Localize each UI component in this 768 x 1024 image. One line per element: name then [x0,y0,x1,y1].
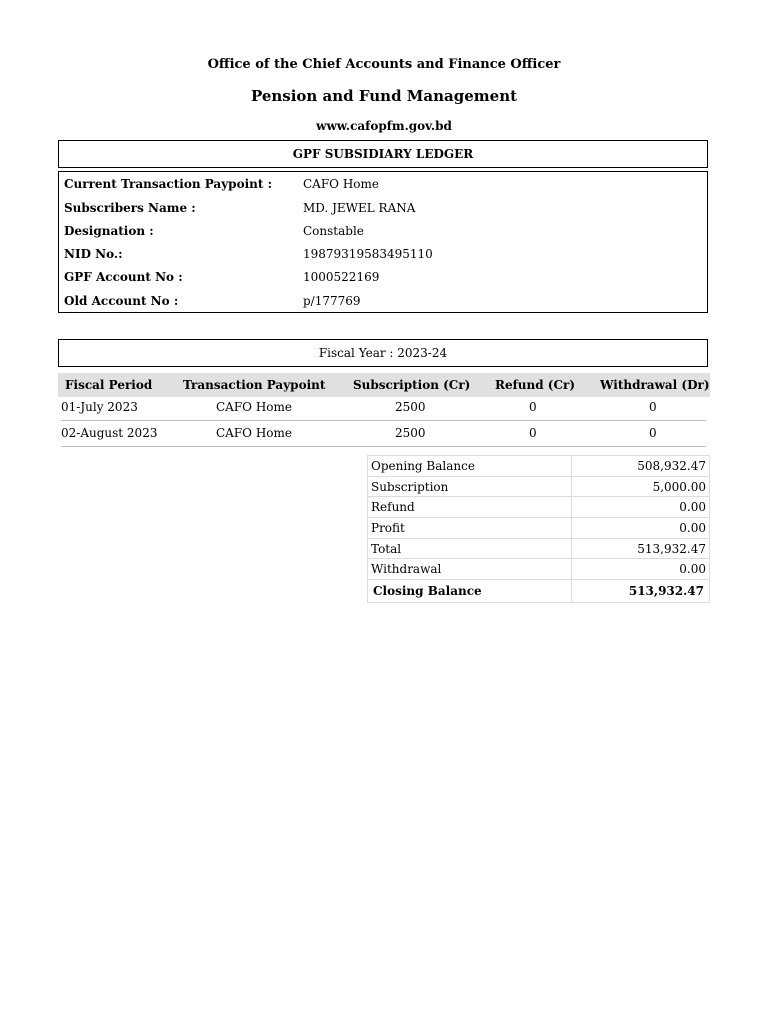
summary-value: 513,932.47 [572,538,710,559]
column-header: Fiscal Period [65,378,153,392]
table-cell: 02-August 2023 [61,426,158,440]
page-title: Pension and Fund Management [250,87,518,105]
info-value: CAFO Home [303,177,379,191]
summary-label: Refund [368,497,572,518]
summary-label: Profit [368,518,572,539]
website-url: www.cafopfm.gov.bd [316,119,452,133]
table-row [58,421,710,445]
table-cell: 01-July 2023 [61,400,138,414]
table-cell: 2500 [395,426,426,440]
summary-value: 0.00 [572,518,710,539]
info-row-designation [59,224,707,244]
table-cell: 0 [529,400,537,414]
subscriber-info [58,171,708,313]
column-header: Subscription (Cr) [353,378,471,392]
column-header: Withdrawal (Dr) [600,378,710,392]
info-row-nid [59,247,707,267]
summary-value: 508,932.47 [572,456,710,477]
summary-row [368,518,710,539]
info-label: Current Transaction Paypoint : [64,177,273,191]
summary-row [368,538,710,559]
info-value: p/177769 [303,293,361,308]
table-cell: CAFO Home [216,426,292,440]
info-row-paypoint [59,177,707,197]
info-row-gpf-account [59,270,707,290]
summary-value: 5,000.00 [572,476,710,497]
column-header: Transaction Paypoint [183,378,326,392]
summary-label: Subscription [368,476,572,497]
summary-label: Opening Balance [368,456,572,477]
summary-row [368,476,710,497]
summary-row [368,456,710,477]
info-value: MD. JEWEL RANA [303,200,416,215]
info-label: Designation : [64,223,154,238]
table-cell: 0 [649,400,657,414]
summary-label: Closing Balance [368,580,572,603]
office-name: Office of the Chief Accounts and Finance Officer [207,57,561,72]
info-value: 19879319583495110 [303,247,433,261]
info-value: Constable [303,223,364,238]
info-label: Subscribers Name : [64,200,196,215]
info-value: 1000522169 [303,270,380,284]
transactions-header [58,373,710,397]
info-label: GPF Account No : [64,270,183,284]
fiscal-year-heading: Fiscal Year : 2023-24 [58,339,708,367]
summary-row [368,559,710,580]
summary-value: 0.00 [572,559,710,580]
ledger-title: GPF SUBSIDIARY LEDGER [58,140,708,168]
balance-summary [367,455,710,603]
closing-balance-row [368,580,710,603]
info-row-old-account [59,294,707,314]
summary-value: 0.00 [572,497,710,518]
column-header: Refund (Cr) [495,378,576,392]
summary-row [368,497,710,518]
row-divider [61,446,706,447]
summary-label: Withdrawal [368,559,572,580]
summary-label: Total [368,538,572,559]
table-cell: CAFO Home [216,400,292,414]
closing-balance-value: 513,932.47 [572,580,710,603]
info-label: NID No.: [64,247,123,261]
table-cell: 0 [529,426,537,440]
table-cell: 0 [649,426,657,440]
table-cell: 2500 [395,400,426,414]
table-row [58,395,710,419]
info-row-name [59,201,707,221]
info-label: Old Account No : [64,293,179,308]
